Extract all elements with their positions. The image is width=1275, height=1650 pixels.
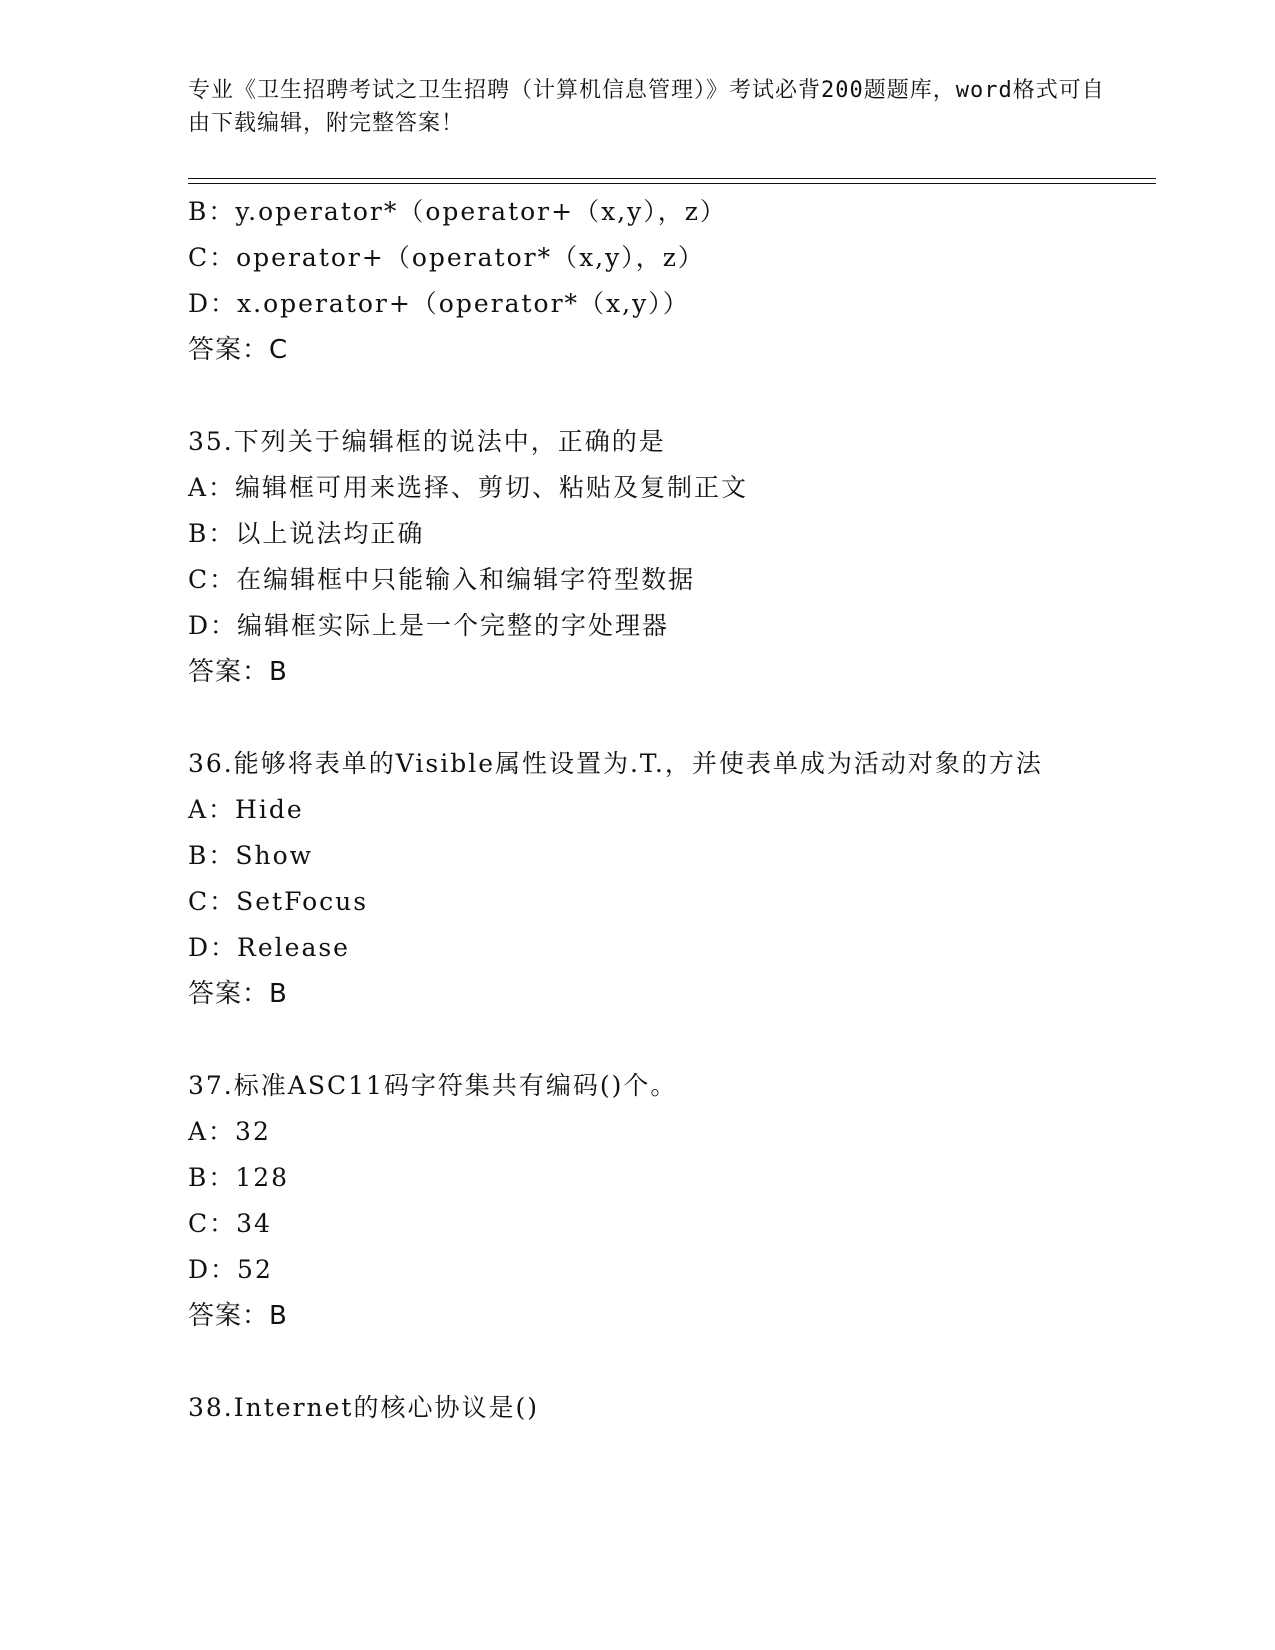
option-b: B：128 xyxy=(188,1163,290,1192)
question-list xyxy=(188,189,1156,1431)
option-b: B：y.operator*（operator+（x,y），z） xyxy=(188,197,727,226)
option-b: B：以上说法均正确 xyxy=(188,519,425,548)
answer: 答案：C xyxy=(188,335,289,365)
spacer xyxy=(188,373,1156,419)
answer: 答案：B xyxy=(188,657,288,687)
option-b: B：Show xyxy=(188,841,314,870)
question-38 xyxy=(188,1385,1156,1431)
option-d: D：编辑框实际上是一个完整的字处理器 xyxy=(188,611,670,640)
question-text: 38.Internet的核心协议是() xyxy=(188,1393,539,1422)
option-a: A：编辑框可用来选择、剪切、粘贴及复制正文 xyxy=(188,473,749,502)
document-header: 专业《卫生招聘考试之卫生招聘（计算机信息管理）》考试必背200题题库，word格式可自由下载编辑，附完整答案！ xyxy=(188,78,1105,136)
answer: 答案：B xyxy=(188,1301,288,1331)
question-34-tail xyxy=(188,189,1156,373)
question-37 xyxy=(188,1063,1156,1339)
answer: 答案：B xyxy=(188,979,288,1009)
spacer xyxy=(188,1017,1156,1063)
question-text: 35.下列关于编辑框的说法中，正确的是 xyxy=(188,427,666,456)
option-c: C：operator+（operator*（x,y），z） xyxy=(188,243,705,272)
spacer xyxy=(188,1339,1156,1385)
option-a: A：Hide xyxy=(188,795,304,824)
spacer xyxy=(188,695,1156,741)
question-35 xyxy=(188,419,1156,695)
header-divider-bottom xyxy=(188,183,1156,184)
option-d: D：Release xyxy=(188,933,350,962)
option-d: D：52 xyxy=(188,1255,273,1284)
option-d: D：x.operator+（operator*（x,y）） xyxy=(188,289,690,318)
question-text: 37.标准ASC11码字符集共有编码()个。 xyxy=(188,1071,678,1100)
option-a: A：32 xyxy=(188,1117,271,1146)
option-c: C：在编辑框中只能输入和编辑字符型数据 xyxy=(188,565,696,594)
question-text: 36.能够将表单的Visible属性设置为.T.，并使表单成为活动对象的方法 xyxy=(188,749,1043,778)
header-divider-top xyxy=(188,178,1156,179)
option-c: C：34 xyxy=(188,1209,272,1238)
question-36 xyxy=(188,741,1156,1017)
option-c: C：SetFocus xyxy=(188,887,369,916)
